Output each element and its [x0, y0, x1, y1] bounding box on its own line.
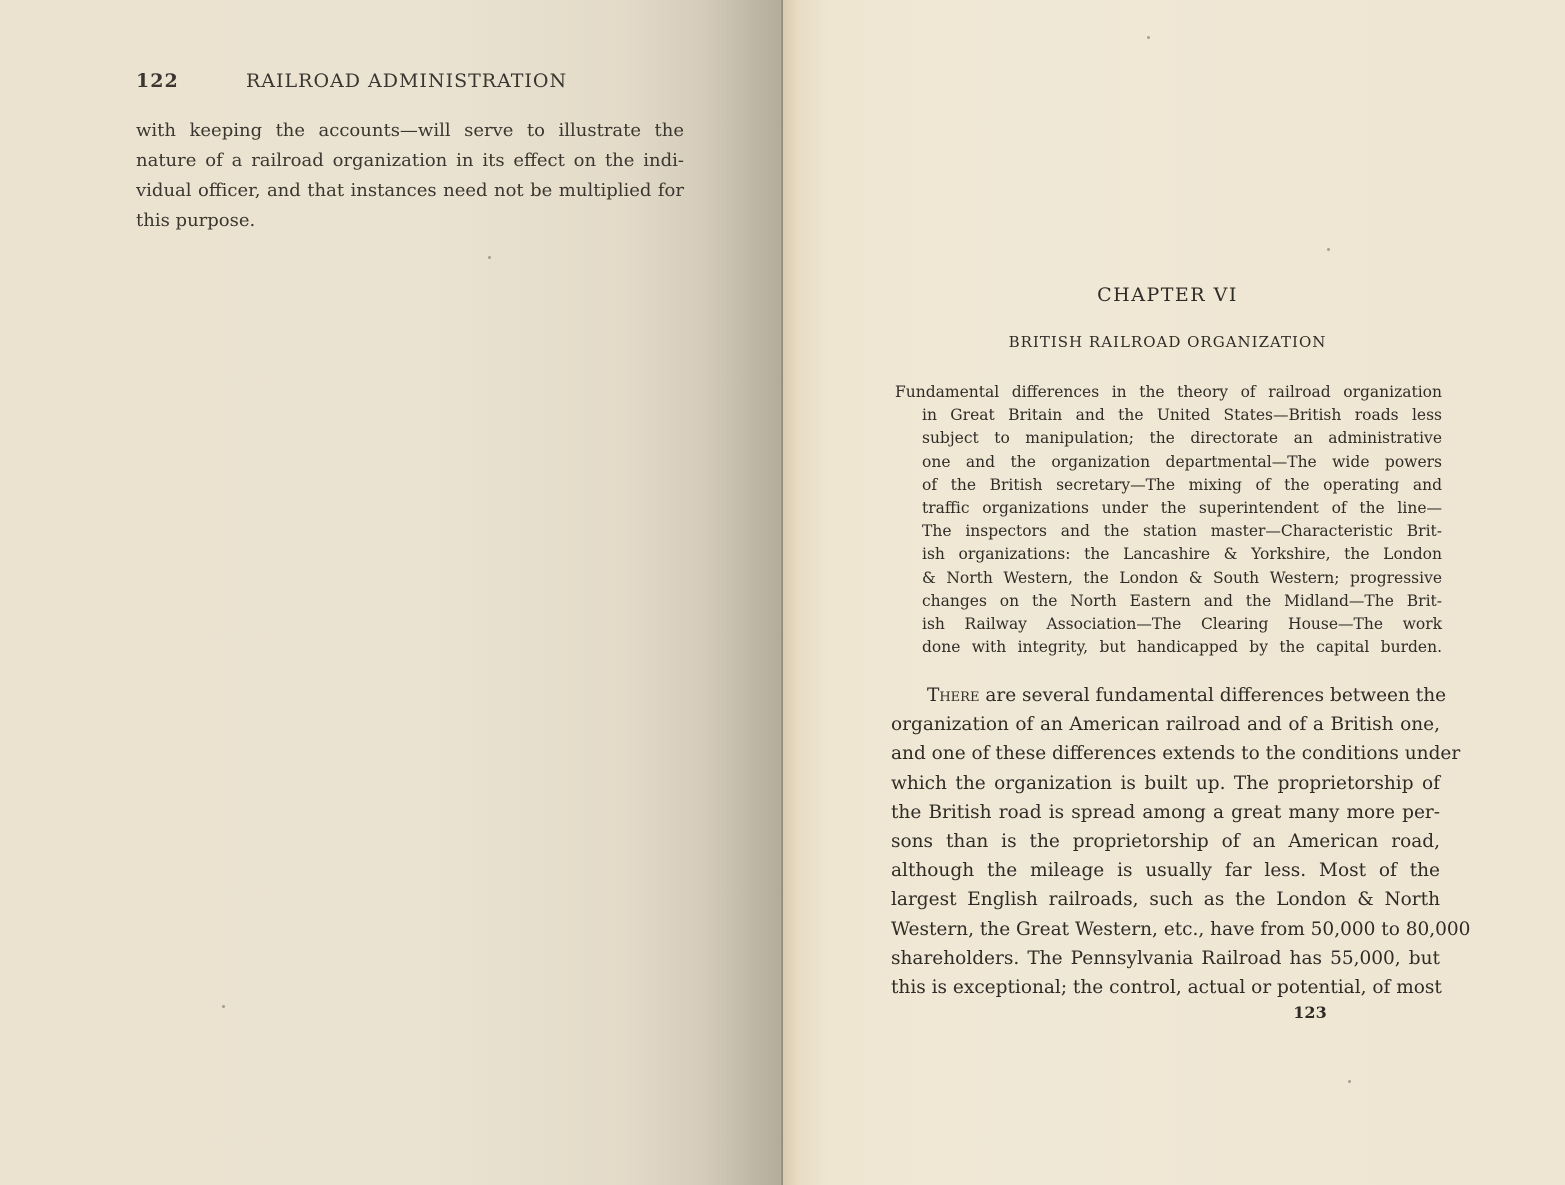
synopsis-line: ish organizations: the Lancashire & Yorkshire, the London	[922, 545, 1442, 564]
text-line: the British road is spread among a great many more per-	[891, 801, 1440, 823]
running-head-left	[136, 70, 684, 92]
text-line: this purpose.	[136, 210, 256, 231]
left-body-text	[136, 116, 684, 236]
chapter-synopsis	[895, 381, 1442, 659]
opening-word: There	[927, 685, 980, 706]
synopsis-line: subject to manipulation; the directorate an administrative	[922, 429, 1442, 448]
text-line: organization of an American railroad and of a British one,	[891, 714, 1440, 736]
synopsis-line: changes on the North Eastern and the Midland—The Brit-	[922, 591, 1442, 610]
synopsis-line: one and the organization departmental—The wide powers	[922, 452, 1442, 471]
chapter-title: CHAPTER VI	[1097, 284, 1238, 306]
synopsis-line: in Great Britain and the United States—British roads less	[922, 406, 1442, 425]
synopsis-line: traffic organizations under the superintendent of the line—	[922, 499, 1442, 518]
text-line: shareholders. The Pennsylvania Railroad has 55,000, but	[891, 947, 1440, 969]
text-line: with keeping the accounts—will serve to illustrate the	[136, 120, 684, 141]
text-line: although the mileage is usually far less. Most of the	[891, 860, 1440, 882]
synopsis-line: of the British secretary—The mixing of the operating and	[922, 475, 1442, 494]
paper-speck	[222, 1005, 225, 1008]
chapter-body-text	[891, 681, 1471, 1002]
synopsis-line: done with integrity, but handicapped by the capital burden.	[922, 638, 1442, 657]
text-line: nature of a railroad organization in its effect on the indi-	[136, 150, 684, 171]
text-line: and one of these differences extends to the conditions under	[891, 743, 1461, 765]
text-fragment: are several fundamental differences between the	[979, 685, 1447, 706]
text-line: Western, the Great Western, etc., have from 50,000 to 80,000	[891, 918, 1471, 940]
running-head-title: RAILROAD ADMINISTRATION	[246, 70, 568, 92]
page-number-right: 123	[1293, 1003, 1327, 1022]
synopsis-line: The inspectors and the station master—Characteristic Brit-	[922, 522, 1442, 541]
text-line: largest English railroads, such as the London & North	[891, 889, 1440, 911]
synopsis-line: & North Western, the London & South Western; progressive	[922, 568, 1442, 587]
paper-speck	[1147, 36, 1150, 39]
text-line: vidual officer, and that instances need not be multiplied for	[136, 180, 684, 201]
text-line: sons than is the proprietorship of an American road,	[891, 831, 1440, 853]
paper-speck	[488, 256, 491, 259]
text-line	[891, 681, 1447, 710]
page-number-left: 122	[136, 70, 179, 92]
chapter-subtitle: BRITISH RAILROAD ORGANIZATION	[1008, 333, 1327, 351]
paper-speck	[1348, 1080, 1351, 1083]
synopsis-line: ish Railway Association—The Clearing House—The work	[922, 615, 1442, 634]
synopsis-line: Fundamental differences in the theory of railroad organization	[895, 383, 1442, 401]
text-line: which the organization is built up. The proprietorship of	[891, 772, 1440, 794]
paper-speck	[1327, 248, 1330, 251]
text-line: this is exceptional; the control, actual or potential, of most	[891, 977, 1442, 999]
